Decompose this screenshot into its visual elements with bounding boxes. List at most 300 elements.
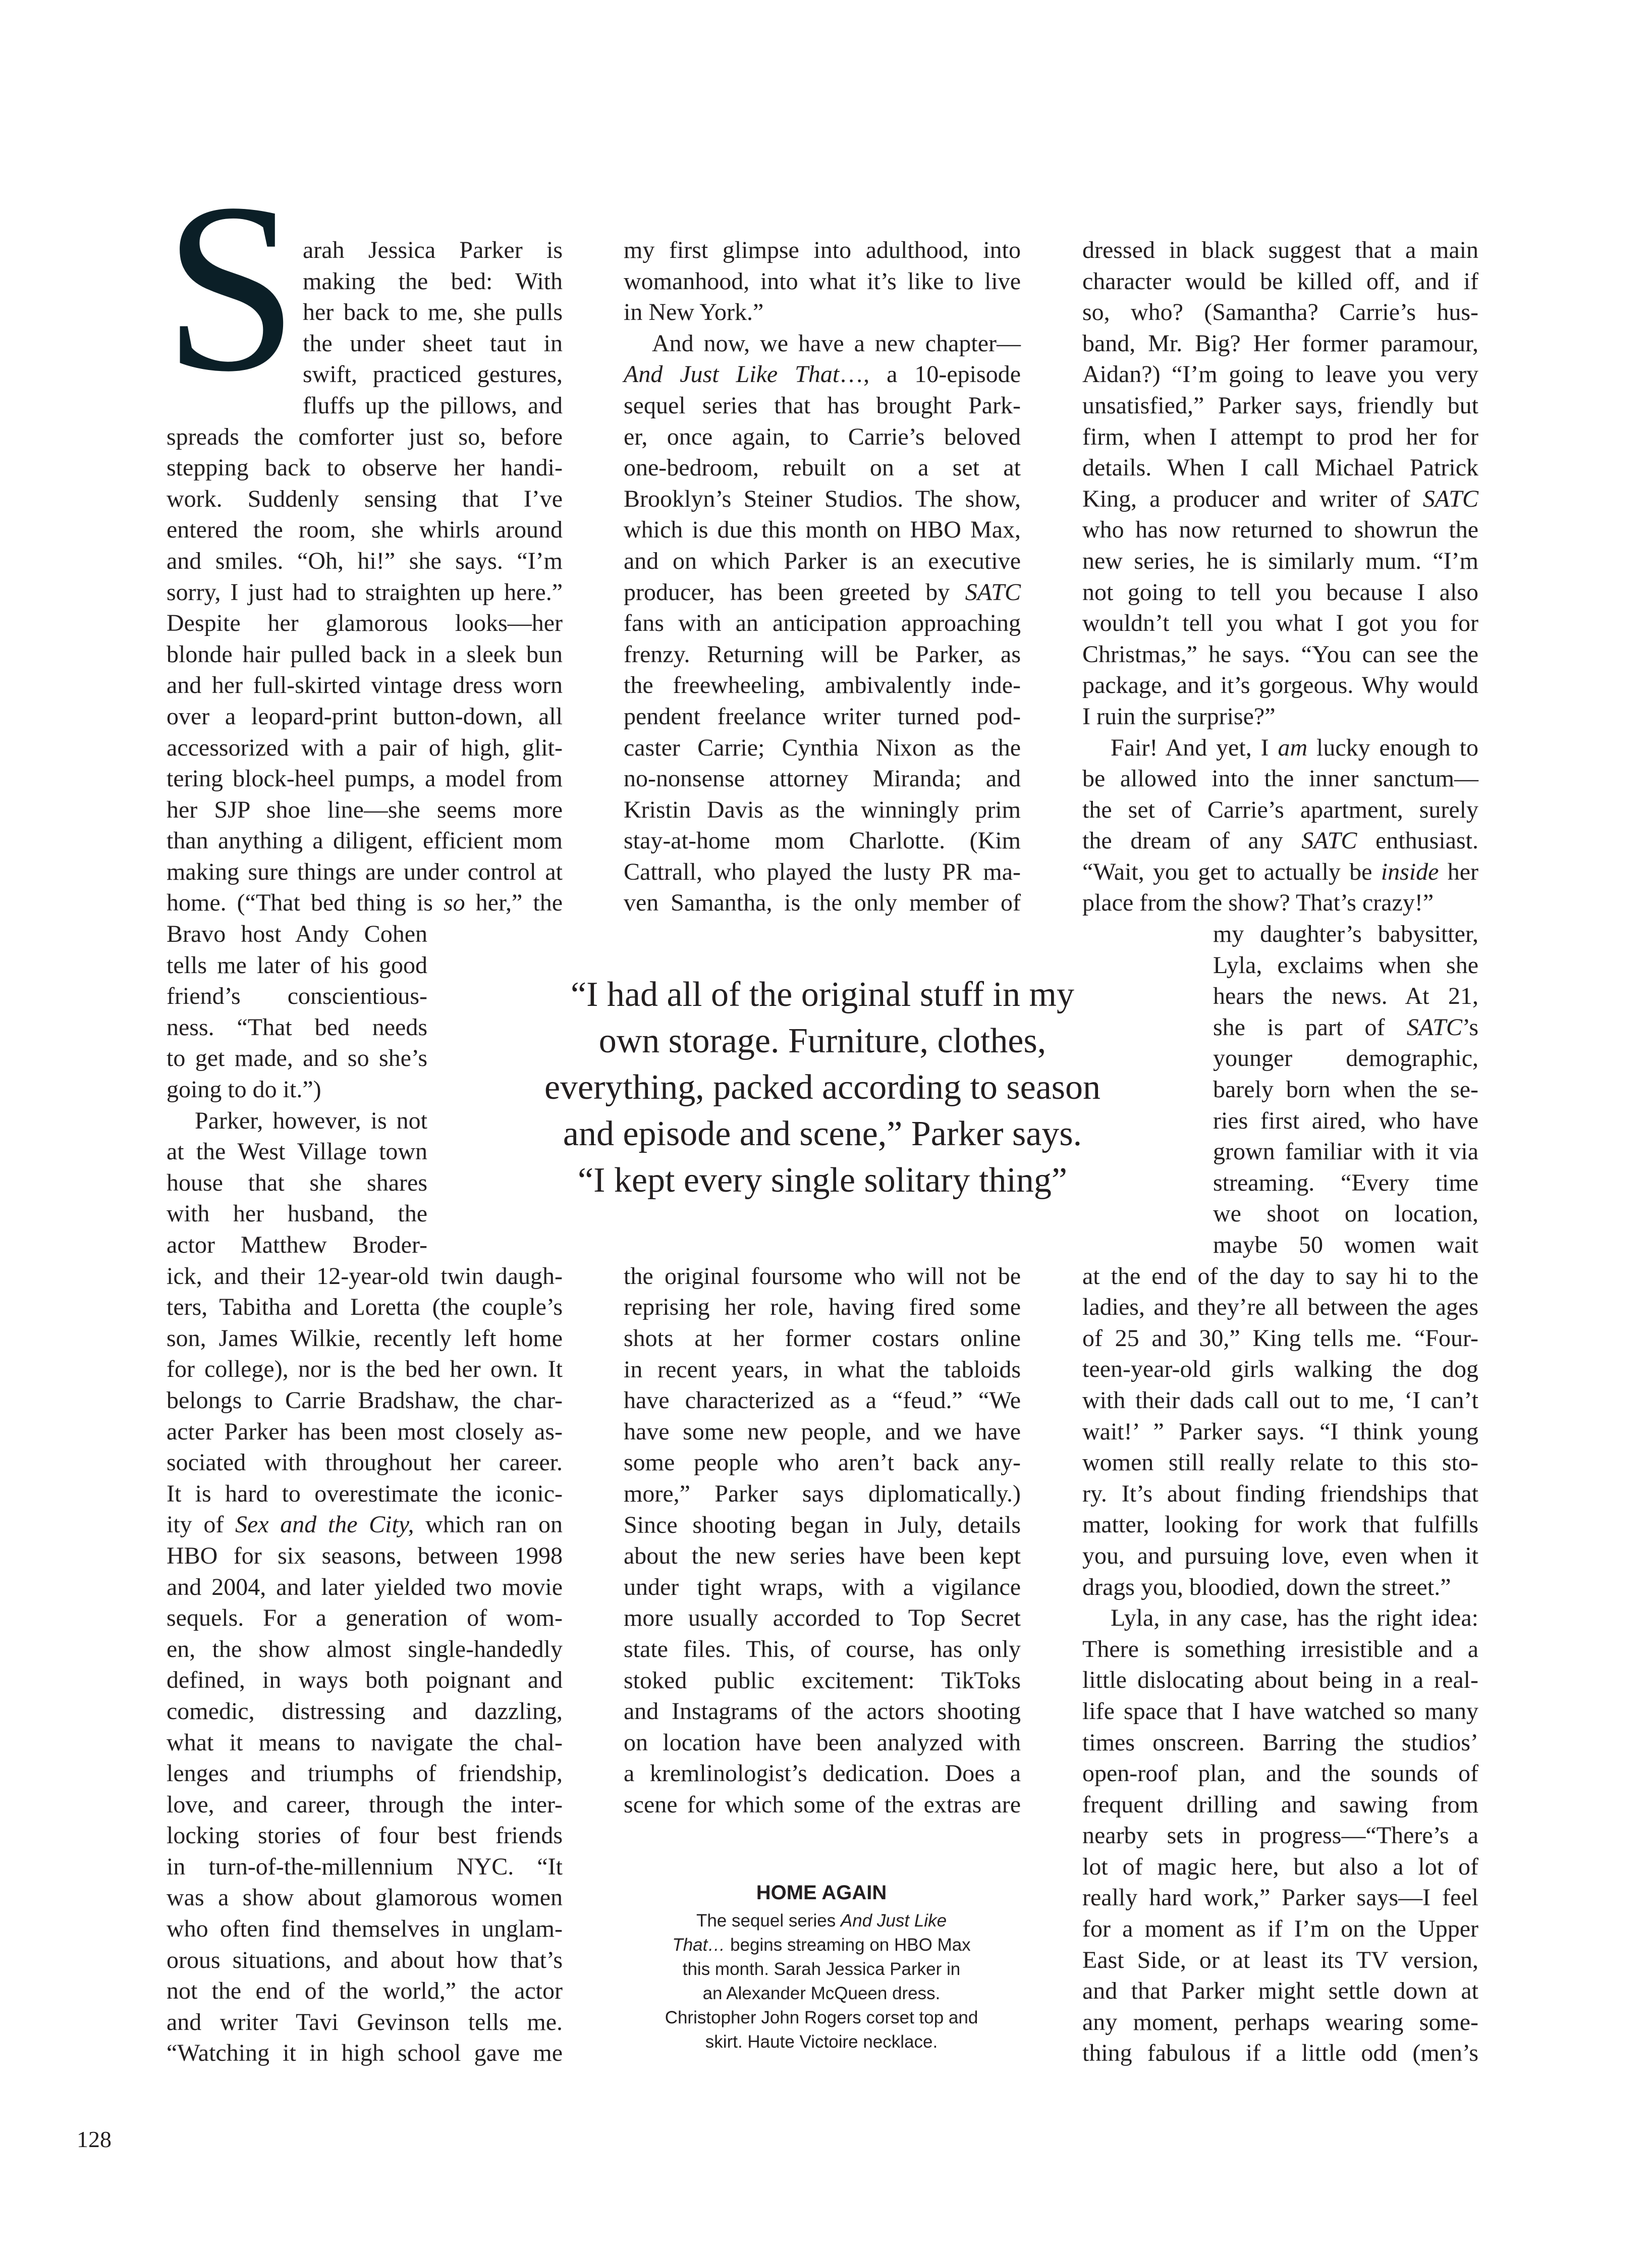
article-line: [1082, 763, 1478, 794]
text-run: at the West Village town: [167, 1138, 427, 1165]
article-line: [167, 1478, 563, 1510]
italic-text: And Just Like That: [624, 361, 840, 388]
italic-text: am: [1278, 734, 1308, 761]
line-text: [1082, 516, 1478, 543]
article-line: [624, 1634, 1021, 1665]
text-run: Lyla, exclaims when she: [1213, 951, 1478, 979]
text-run: firm, when I attempt to prod her for: [1082, 423, 1478, 450]
text-run: and smiles. “Oh, hi!” she says. “I’m: [167, 547, 563, 574]
article-line: [1082, 1229, 1478, 1261]
article-line: [1082, 1354, 1478, 1385]
text-run: ity of: [167, 1511, 235, 1538]
line-text: [1082, 299, 1478, 326]
article-line: [624, 1727, 1021, 1758]
line-text: [1213, 1076, 1478, 1103]
line-text: [167, 1667, 563, 1693]
article-line: [1082, 390, 1478, 421]
text-run: any moment, perhaps wearing some-: [1082, 2008, 1478, 2036]
text-run: pendent freelance writer turned pod-: [624, 703, 1021, 730]
text-run: the freewheeling, ambivalently inde-: [624, 672, 1021, 699]
text-run: an Alexander McQueen dress.: [702, 1984, 941, 2003]
article-column-2-top: [624, 235, 1021, 919]
text-run: matter, looking for work that fulfills: [1082, 1511, 1478, 1538]
line-text: [1213, 983, 1478, 1009]
line-text: [1082, 1574, 1451, 1600]
article-line: [624, 1354, 1021, 1385]
text-run: band, Mr. Big? Her former paramour,: [1082, 330, 1478, 357]
line-text: [167, 734, 563, 761]
article-line: [167, 1572, 563, 1603]
line-text: [624, 392, 1021, 419]
line-text: [167, 548, 563, 574]
text-run: her: [1439, 858, 1478, 885]
line-text: [1082, 237, 1478, 263]
line-text: [624, 299, 763, 326]
text-run: the set of Carrie’s apartment, surely: [1082, 796, 1478, 823]
text-run: sequels. For a generation of wom-: [167, 1605, 563, 1632]
line-text: [1082, 1853, 1478, 1880]
article-line: [1082, 1820, 1478, 1851]
italic-text: That…: [672, 1935, 726, 1955]
article-line: [167, 1540, 563, 1572]
text-run: over a leopard-print button-down, all: [167, 703, 563, 730]
text-run: be allowed into the inner sanctum—: [1082, 765, 1478, 792]
text-run: and her full-skirted vintage dress worn: [167, 672, 563, 699]
pull-quote-line: “I had all of the original stuff in my: [571, 975, 1074, 1014]
text-run: the dream of any: [1082, 827, 1302, 854]
line-text: [167, 1169, 427, 1196]
article-line: [1082, 608, 1478, 639]
article-line: [167, 1261, 563, 1292]
line-text: [303, 299, 563, 326]
text-run: new series, he is similarly mum. “I’m: [1082, 547, 1478, 574]
article-line: [167, 1851, 563, 1883]
article-line: [167, 670, 563, 701]
article-line: [624, 1261, 1021, 1292]
article-line: [167, 1385, 563, 1416]
article-line: [1082, 235, 1478, 266]
line-text: [167, 859, 563, 885]
text-run: teen-year-old girls walking the dog: [1082, 1356, 1478, 1383]
line-text: [624, 1636, 1021, 1663]
text-run: in recent years, in what the tabloids: [624, 1356, 1021, 1383]
text-run: defined, in ways both poignant and: [167, 1667, 563, 1694]
line-text: [1213, 1232, 1478, 1258]
text-run: women still really relate to this sto-: [1082, 1449, 1478, 1476]
text-run: Fair! And yet, I: [1111, 734, 1278, 761]
text-run: Brooklyn’s Steiner Studios. The show,: [624, 485, 1021, 512]
text-run: ’s: [1462, 1013, 1478, 1041]
italic-text: so: [443, 889, 465, 917]
article-line: [624, 484, 1021, 515]
line-text: [167, 1511, 563, 1538]
line-text: [624, 1791, 1021, 1818]
line-text: [167, 921, 427, 947]
text-run: Since shooting began in July, details: [624, 1511, 1021, 1538]
text-run: skirt. Haute Victoire necklace.: [705, 2032, 938, 2052]
line-text: [624, 237, 1021, 263]
article-line: [167, 2007, 563, 2038]
article-line: [167, 887, 563, 919]
text-run: tells me later of his good: [167, 951, 427, 979]
line-text: [167, 672, 563, 699]
line-text: [303, 237, 563, 263]
article-line: [167, 1602, 563, 1634]
article-line: [167, 484, 563, 515]
caption-line: [620, 1957, 1023, 1982]
text-run: swift, practiced gestures,: [303, 361, 563, 388]
line-text: [1082, 796, 1478, 823]
article-line: [1082, 1696, 1478, 1727]
text-run: reprising her role, having fired some: [624, 1294, 1021, 1321]
text-run: of 25 and 30,” King tells me. “Four-: [1082, 1324, 1478, 1352]
line-text: [167, 454, 563, 481]
line-text: [167, 983, 427, 1009]
text-run: hears the news. At 21,: [1213, 983, 1478, 1010]
line-text: [167, 1884, 563, 1911]
text-run: barely born when the se-: [1213, 1076, 1478, 1103]
line-text: [1082, 423, 1478, 450]
text-run: making sure things are under control at: [167, 858, 563, 885]
italic-text: SATC: [1422, 485, 1478, 512]
text-run: for college), nor is the bed her own. It: [167, 1356, 563, 1383]
text-run: Kristin Davis as the winningly prim: [624, 796, 1021, 823]
line-text: [624, 1760, 1021, 1787]
text-run: lot of magic here, but also a lot of: [1082, 1853, 1478, 1880]
text-run: her,” the: [465, 889, 563, 917]
article-line: [167, 825, 563, 857]
text-run: womanhood, into what it’s like to live: [624, 268, 1021, 295]
text-run: comedic, distressing and dazzling,: [167, 1697, 563, 1725]
line-text: [167, 1014, 427, 1041]
text-run: dressed in black suggest that a main: [1082, 237, 1478, 263]
article-line: [1082, 2038, 1478, 2069]
article-line: [1082, 1509, 1478, 1540]
article-line: [167, 1229, 427, 1261]
line-text: [1082, 1325, 1478, 1352]
article-line: [624, 1385, 1021, 1416]
article-line: [624, 328, 1021, 359]
article-line: [1082, 1572, 1478, 1603]
line-text: [167, 1760, 563, 1787]
line-text: [167, 1947, 563, 1973]
line-text: [1082, 641, 1478, 668]
article-line: [624, 390, 1021, 421]
article-line: [624, 1758, 1021, 1789]
line-text: [624, 734, 1021, 761]
article-line: [1082, 452, 1478, 484]
article-line: [624, 421, 1021, 453]
article-line: [167, 1975, 563, 2007]
line-text: [624, 796, 1021, 823]
text-run: love, and career, through the inter-: [167, 1791, 563, 1818]
article-line: [167, 390, 563, 421]
line-text: [167, 827, 563, 854]
article-line: [167, 1105, 427, 1137]
article-line: [1082, 359, 1478, 390]
text-run: Christmas,” he says. “You can see the: [1082, 640, 1478, 668]
text-run: East Side, or at least its TV version,: [1082, 1946, 1478, 1973]
text-run: she is part of: [1213, 1013, 1407, 1041]
text-run: little dislocating about being in a real-: [1082, 1667, 1478, 1694]
text-run: friend’s conscientious-: [167, 983, 427, 1010]
article-line: [167, 1198, 427, 1229]
line-text: [167, 1977, 563, 2004]
text-run: details. When I call Michael Patrick: [1082, 454, 1478, 482]
text-run: was a show about glamorous women: [167, 1884, 563, 1911]
text-run: package, and it’s gorgeous. Why would: [1082, 672, 1478, 699]
line-text: [167, 2040, 563, 2066]
article-line: [167, 1012, 427, 1043]
text-run: stoked public excitement: TikToks: [624, 1667, 1021, 1694]
text-run: Christopher John Rogers corset top and: [665, 2008, 978, 2027]
text-run: Parker, however, is not: [195, 1107, 427, 1134]
text-run: ladies, and they’re all between the ages: [1082, 1294, 1478, 1321]
text-run: frequent drilling and sawing from: [1082, 1791, 1478, 1818]
text-run: which is due this month on HBO Max,: [624, 516, 1021, 544]
line-text: [1082, 486, 1478, 512]
line-text: [624, 889, 1021, 916]
text-run: …, a 10-episode: [839, 361, 1021, 388]
text-run: son, James Wilkie, recently left home: [167, 1324, 563, 1352]
line-text: [1082, 1729, 1478, 1756]
line-text: [1082, 1667, 1478, 1693]
line-text: [167, 1574, 563, 1600]
text-run: fluffs up the pillows, and: [303, 392, 563, 419]
line-text: [1082, 2040, 1478, 2066]
line-text: [167, 1605, 563, 1631]
line-text: [624, 486, 1021, 512]
article-line: [167, 1416, 563, 1448]
line-text: [1082, 1263, 1478, 1290]
photo-caption: [620, 1879, 1023, 2054]
line-text: [167, 1698, 563, 1725]
line-text: [624, 1263, 1021, 1290]
pull-quote-line: and episode and scene,” Parker says.: [563, 1114, 1082, 1153]
line-text: [1082, 1511, 1478, 1538]
line-text: [303, 392, 563, 419]
line-text: [167, 1449, 563, 1476]
line-text: [624, 610, 1021, 636]
text-run: accessorized with a pair of high, glit-: [167, 734, 563, 761]
article-line: [167, 546, 563, 577]
text-run: and writer Tavi Gevinson tells me.: [167, 2008, 563, 2036]
article-line: [1082, 1913, 1478, 1945]
line-text: [624, 1605, 1021, 1631]
article-line: [624, 608, 1021, 639]
article-line: [1082, 919, 1478, 950]
article-line: [167, 1167, 427, 1199]
text-run: this month. Sarah Jessica Parker in: [682, 1959, 961, 1979]
article-line: [167, 1136, 427, 1167]
article-line: [1082, 1634, 1478, 1665]
text-run: and Instagrams of the actors shooting: [624, 1698, 1021, 1725]
line-text: [624, 1480, 1021, 1507]
article-column-2-bottom: [624, 1261, 1021, 1821]
article-line: [1082, 1882, 1478, 1913]
line-text: [167, 1325, 563, 1352]
text-run: I ruin the surprise?”: [1082, 703, 1276, 730]
line-text: [1082, 765, 1478, 792]
caption-line: [620, 1909, 1023, 1933]
line-text: [1082, 610, 1478, 636]
article-line: [624, 546, 1021, 577]
text-run: tering block-heel pumps, a model from: [167, 765, 563, 792]
article-line: [1082, 1945, 1478, 1976]
text-run: who often find themselves in unglam-: [167, 1915, 563, 1943]
line-text: [624, 827, 1021, 854]
article-line: [167, 1945, 563, 1976]
line-text: [167, 1387, 563, 1414]
line-text: [167, 1915, 563, 1942]
article-line: [167, 701, 563, 732]
italic-text: SATC: [1406, 1013, 1462, 1041]
text-run: which ran on: [414, 1511, 563, 1538]
line-text: [1082, 548, 1478, 574]
article-line: [624, 825, 1021, 857]
article-line: [1082, 1292, 1478, 1323]
article-line: [167, 452, 563, 484]
article-line: [167, 1043, 427, 1074]
text-run: the original foursome who will not be: [624, 1262, 1021, 1290]
article-line: [1082, 1727, 1478, 1758]
caption-line: [620, 1933, 1023, 1957]
article-line: [1082, 266, 1478, 297]
article-line: [1082, 328, 1478, 359]
line-text: [167, 516, 563, 543]
line-text: [1082, 1542, 1478, 1569]
text-run: grown familiar with it via: [1213, 1138, 1478, 1165]
line-text: [167, 1791, 563, 1818]
line-text: [167, 423, 563, 450]
text-run: with her husband, the: [167, 1200, 427, 1227]
text-run: It is hard to overestimate the iconic-: [167, 1480, 563, 1507]
text-run: There is something irresistible and a: [1082, 1635, 1478, 1663]
article-line: [624, 670, 1021, 701]
text-run: lenges and triumphs of friendship,: [167, 1760, 563, 1787]
line-text: [167, 796, 563, 823]
text-run: going to do it.”): [167, 1076, 321, 1103]
article-line: [167, 235, 563, 266]
text-run: acter Parker has been most closely as-: [167, 1418, 563, 1445]
line-text: [624, 579, 1021, 606]
line-text: [167, 1356, 563, 1382]
italic-text: SATC: [965, 578, 1021, 606]
line-text: [1082, 1387, 1478, 1414]
line-text: [167, 1294, 563, 1320]
line-text: [1213, 1107, 1478, 1134]
text-run: enthusiast.: [1357, 827, 1478, 854]
line-text: [1082, 859, 1478, 885]
caption-heading: HOME AGAIN: [756, 1882, 887, 1904]
line-text: [167, 579, 563, 606]
text-run: belongs to Carrie Bradshaw, the char-: [167, 1386, 563, 1414]
text-run: character would be killed off, and if: [1082, 268, 1478, 295]
article-line: [167, 981, 427, 1012]
text-run: and 2004, and later yielded two movie: [167, 1573, 563, 1600]
text-run: sequel series that has brought Park-: [624, 392, 1021, 419]
line-text: [624, 548, 1021, 574]
article-line: [1082, 1540, 1478, 1572]
text-run: home. (“That bed thing is: [167, 889, 444, 917]
line-text: [624, 1387, 1021, 1414]
article-line: [1082, 1323, 1478, 1354]
article-line: [1082, 887, 1478, 919]
article-line: [624, 514, 1021, 546]
article-line: [167, 297, 563, 328]
line-text: [1082, 1760, 1478, 1787]
line-text: [1082, 1884, 1478, 1911]
line-text: [1082, 392, 1478, 419]
text-run: frenzy. Returning will be Parker, as: [624, 640, 1021, 668]
text-run: really hard work,” Parker says—I feel: [1082, 1884, 1478, 1911]
text-run: the under sheet taut in: [303, 330, 563, 357]
article-line: [1082, 1261, 1478, 1292]
text-run: to get made, and so she’s: [167, 1045, 427, 1072]
text-run: one-bedroom, rebuilt on a set at: [624, 454, 1021, 482]
text-run: stay-at-home mom Charlotte. (Kim: [624, 827, 1021, 854]
text-run: lucky enough to: [1307, 734, 1479, 761]
text-run: and on which Parker is an executive: [624, 547, 1021, 574]
text-run: entered the room, she whirls around: [167, 516, 563, 544]
text-run: in New York.”: [624, 299, 764, 326]
line-text: [1082, 268, 1478, 295]
line-text: [624, 1574, 1021, 1600]
line-text: [1082, 579, 1478, 606]
article-line: [167, 1292, 563, 1323]
article-line: [167, 1665, 563, 1696]
text-run: my first glimpse into adulthood, into: [624, 237, 1021, 263]
line-text: [167, 486, 563, 512]
article-line: [1082, 577, 1478, 608]
text-run: producer, has been greeted by: [624, 578, 965, 606]
article-line: [1082, 1416, 1478, 1448]
text-run: wouldn’t tell you what I got you for: [1082, 610, 1478, 637]
article-line: [167, 763, 563, 794]
line-text: [167, 1853, 563, 1880]
article-line: [167, 1634, 563, 1665]
line-text: [1082, 889, 1434, 916]
article-line: [1082, 732, 1478, 764]
article-line: [167, 1758, 563, 1789]
article-line: [624, 1572, 1021, 1603]
line-text: [624, 1698, 1021, 1725]
text-run: and that Parker might settle down at: [1082, 1977, 1478, 2005]
text-run: HBO for six seasons, between 1998: [167, 1542, 563, 1569]
text-run: ry. It’s about finding friendships that: [1082, 1480, 1478, 1507]
text-run: King, a producer and writer of: [1082, 485, 1423, 512]
text-run: And now, we have a new chapter—: [652, 330, 1021, 357]
line-text: [624, 1729, 1021, 1756]
article-line: [624, 1323, 1021, 1354]
text-run: en, the show almost single-handedly: [167, 1635, 563, 1663]
article-line: [624, 887, 1021, 919]
text-run: in turn-of-the-millennium NYC. “It: [167, 1853, 563, 1880]
line-text: [624, 672, 1021, 699]
line-text: [624, 641, 1021, 668]
line-text: [303, 268, 563, 295]
text-run: arah Jessica Parker is: [303, 237, 563, 263]
text-run: times onscreen. Barring the studios’: [1082, 1729, 1478, 1756]
line-text: [1082, 1294, 1478, 1320]
text-run: Aidan?) “I’m going to leave you very: [1082, 361, 1478, 388]
text-run: at the end of the day to say hi to the: [1082, 1262, 1478, 1290]
line-text: [1082, 1791, 1478, 1818]
line-text: [1213, 1138, 1478, 1165]
text-run: ters, Tabitha and Loretta (the couple’s: [167, 1294, 563, 1321]
article-line: [167, 1696, 563, 1727]
article-line: [624, 235, 1021, 266]
